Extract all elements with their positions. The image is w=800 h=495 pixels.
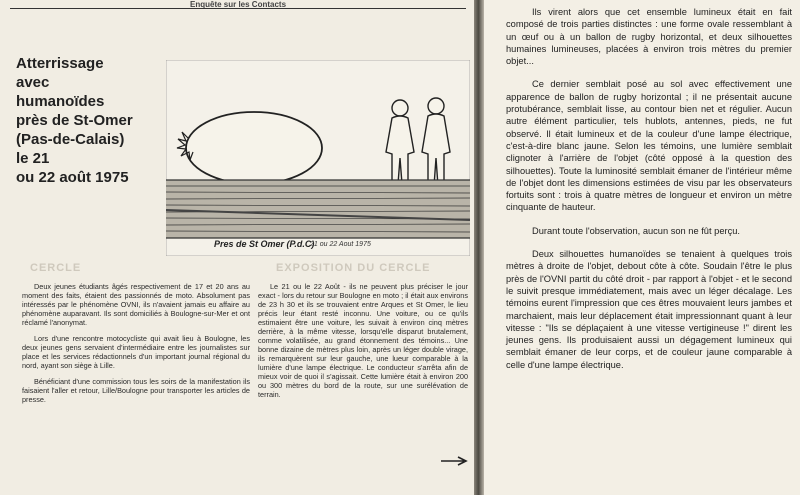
page-gutter: [474, 0, 484, 495]
paragraph: Lors d'une rencontre motocycliste qui avait lieu à Boulogne, les deux jeunes gens servaient d'intermédiaire entre les journalistes sur place et les services rédactionnels d'un important journal régional du nord, ayant son siège à Lille.: [22, 334, 250, 370]
headline-line: humanoïdes: [16, 93, 105, 110]
article-column-1: [22, 282, 250, 411]
bleedthrough-text: EXPOSITION DU CERCLE: [276, 262, 431, 274]
illustration-date: 21 ou 22 Aout 1975: [310, 241, 371, 248]
paragraph: Le 21 ou le 22 Août - ils ne peuvent plus préciser le jour exact - lors du retour sur Boulogne en moto ; il était aux environs de 23 h 30 et ils se trouvaient entre Arques et St Omer, le lieu précis leur étant resté inconnu. Une voiture, ou ce qu'ils estimaient être une voiture, les suivait à environ cinq mètres derrière, à la même vitesse, lorsqu'elle disparut brutalement, comme volatilisée, au grand étonnement des témoins... Une bonne dizaine de mètres plus loin, après un léger double virage, ils remarquèrent sur leur gauche, une lueur comparable à la lumière d'une lampe électrique. Le conducteur s'arrêta afin de mieux voir de quoi il s'agissait. Cette lumière était à environ 200 ou 300 mètres du bord de la route, sur une surélévation de terrain.: [258, 282, 468, 399]
ground-hatching: [166, 180, 470, 238]
paragraph: Deux jeunes étudiants âgés respectivement de 17 et 20 ans au moment des faits, étaient des passionnés de moto. Absolument pas intéressés par le phénomène OVNI, ils n'avaient jamais eu affaire au phénomène auparavant. Ils sont domiciliés à Boulogne-sur-Mer et ont réclamé l'anonymat.: [22, 282, 250, 327]
paragraph: Ils virent alors que cet ensemble lumineux était en fait composé de trois parties distinctes : une forme ovale ressemblant à un œuf ou à un ballon de rugby horizontal, et deux silhouettes humaines lumineuses, placées à environ trois mètres du premier objet...: [506, 7, 792, 67]
sketch-illustration: [166, 60, 470, 256]
illustration-caption: Pres de St Omer (P.d.C): [214, 239, 315, 249]
paragraph: Deux silhouettes humanoïdes se tenaient à quelques trois mètres à droite de l'objet, debout côte à côte. Soudain l'être le plus près de l'OVNI partit du côté droit - par rapport à l'objet - et le second le suivit presque immédiatement, mais avec un léger décalage. Les témoins eurent l'impression que ces êtres mouvaient leurs jambes et marchaient, mais leur déplacement était impressionnant quant à leur vitesse : "Ils se déplaçaient à une vitesse vertigineuse !" dirent les jeunes gens. Ils produisaient aussi un dégagement lumineux qui semblait émaner de leur corps, et de couleur jaune comparable à celle d'une lampe électrique.: [506, 249, 792, 370]
headline-line: Atterrissage: [16, 55, 104, 72]
continue-arrow-icon: [440, 456, 468, 466]
paragraph: Durant toute l'observation, aucun son ne fût perçu.: [532, 225, 740, 236]
right-page-column: [506, 6, 792, 382]
article-headline: [16, 54, 166, 187]
headline-line: près de St-Omer: [16, 112, 133, 129]
running-head: Enquête sur les Contacts: [190, 0, 287, 9]
headline-line: avec: [16, 74, 50, 91]
headline-line: le 21: [16, 150, 50, 167]
top-rule: [10, 8, 466, 9]
paragraph: Ce dernier semblait posé au sol avec effectivement une apparence de ballon de rugby horizontal ; il ne présentait aucune protubérance, semblait lisse, au contour bien net et régulier. Aucun autre élément particulier, tels hublots, antennes, pieds, ne fut observé. Il était lumineux et de la couleur d'une lampe électrique, c'est-à-dire blanc jaune. Selon les témoins, une lumière semblait clignoter à l'arrière de l'objet (côté opposé à la question des silhouettes). Toute la luminosité semblait émaner de l'intérieur même de l'objet dont les dimensions estimées de visu par les observateurs fortuits sont : trois à quatre mètres de longueur et environ un mètre cinquante de hauteur.: [506, 79, 792, 213]
headline-line: (Pas-de-Calais): [16, 131, 125, 148]
article-column-2: [258, 282, 468, 406]
bleedthrough-text: CERCLE: [30, 262, 82, 274]
paragraph: Bénéficiant d'une commission tous les soirs de la manifestation ils faisaient l'aller et retour, Lille/Boulogne pour transporter les articles de presse.: [22, 377, 250, 404]
headline-line: ou 22 août 1975: [16, 169, 129, 186]
